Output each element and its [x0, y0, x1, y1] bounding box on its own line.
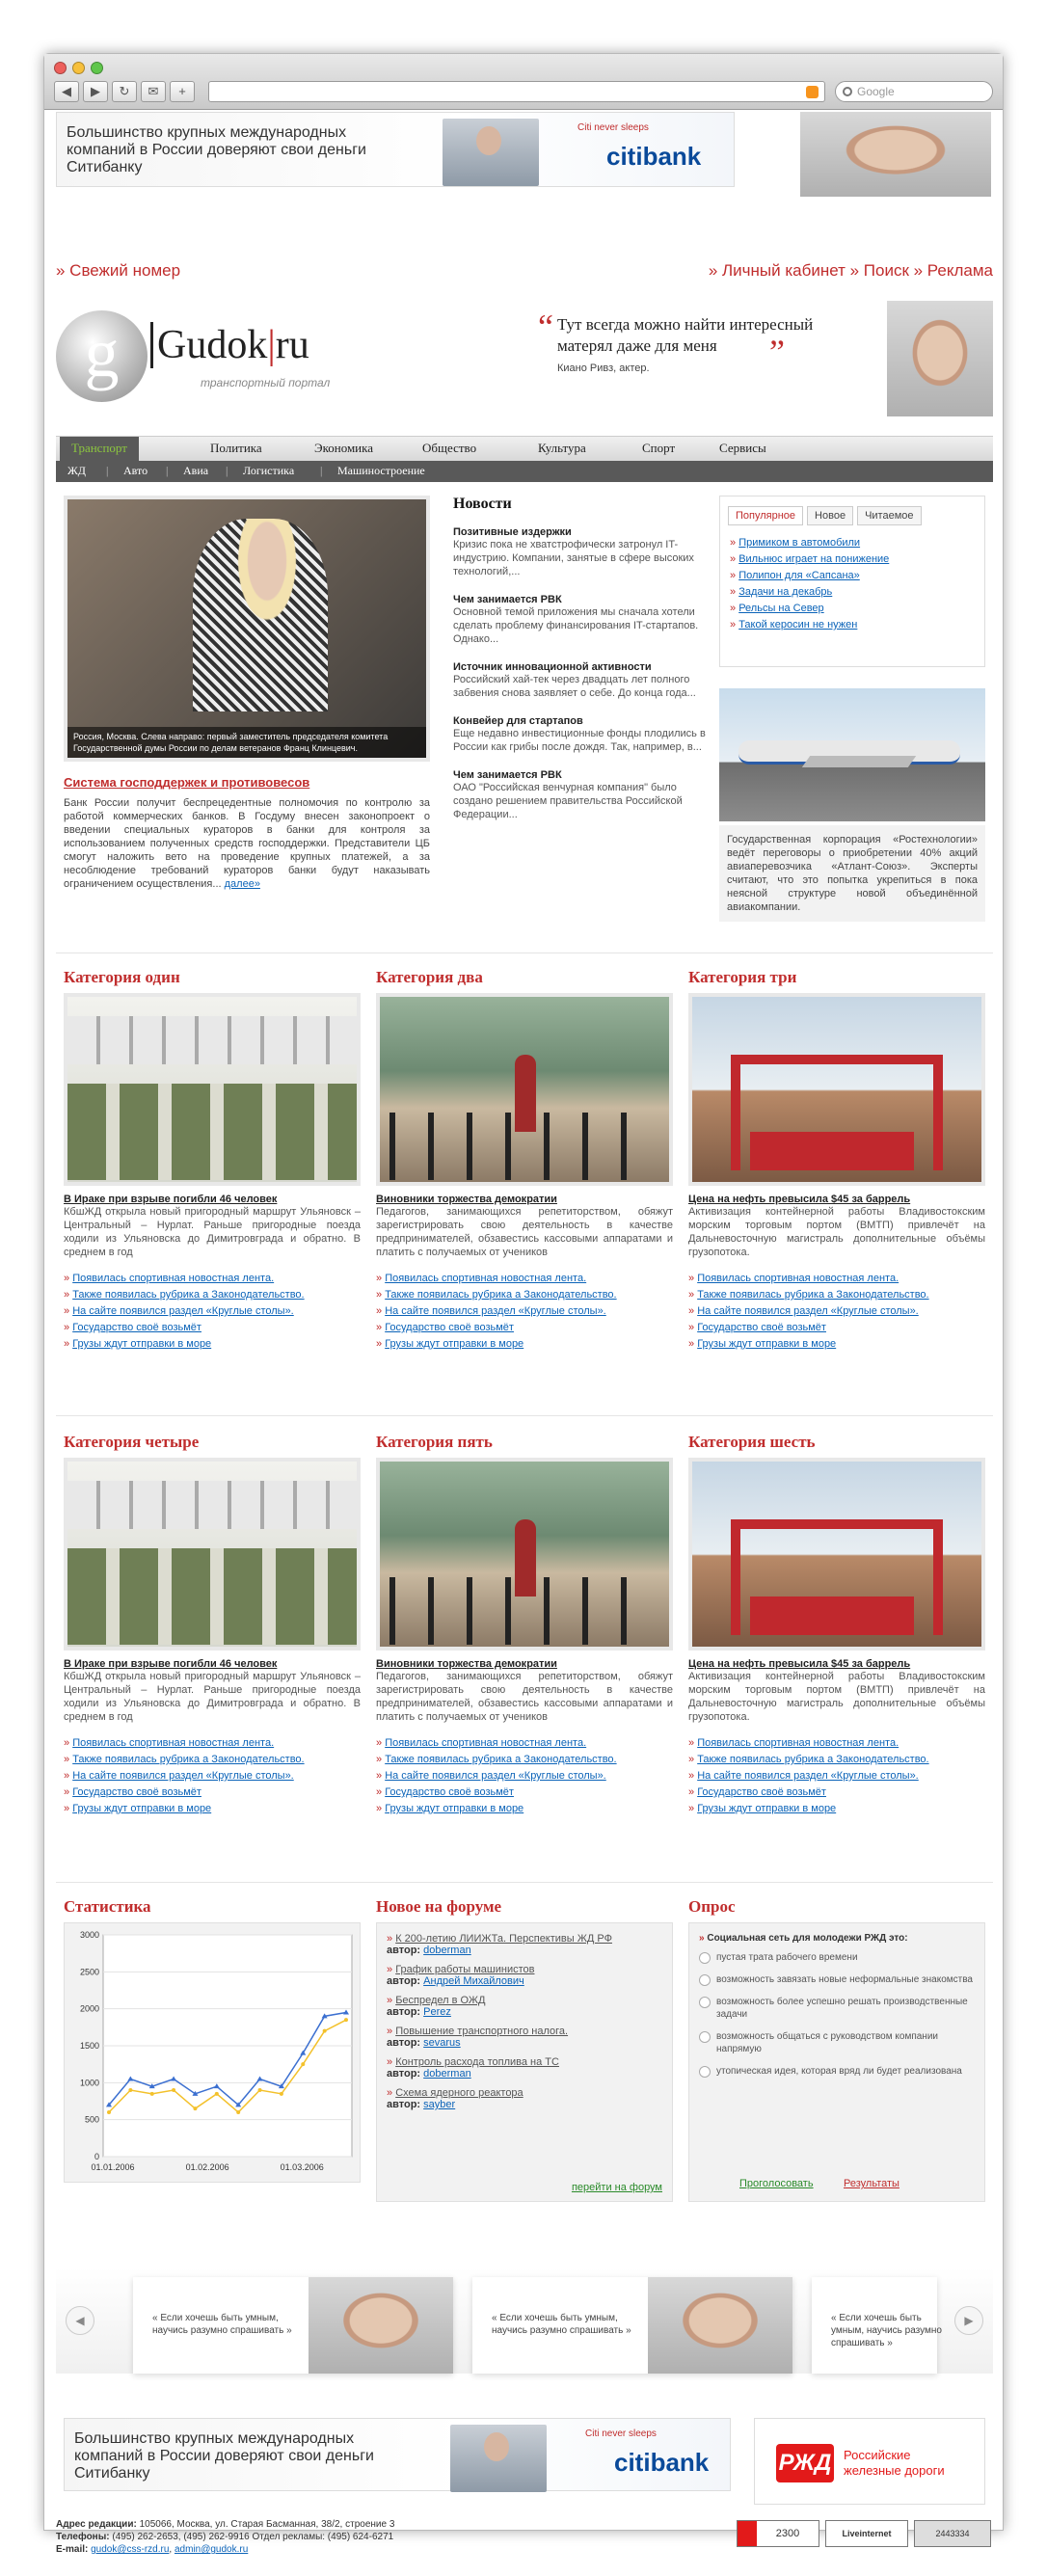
forum-topic-link[interactable]: К 200-летию ЛИИЖТа. Перспективы ЖД РФ [395, 1933, 612, 1945]
forum-item: » График работы машинистов автор: Андрей Михайлович [387, 1964, 535, 1987]
tab-popular[interactable]: Популярное [728, 506, 803, 525]
x-tick-label: 01.01.2006 [91, 2162, 135, 2172]
news-item[interactable]: Источник инновационной активности Российский хай-тек через двадцать лет полного забвения снова заявляет о себе. До конца года... [453, 661, 696, 699]
forum-author-link[interactable]: doberman [423, 1945, 471, 1956]
forum-item: » Контроль расхода топлива на ТС автор: doberman [387, 2056, 559, 2080]
category-block: Категория три Цена на нефть превысила $45 за баррель Активизация контейнерной работы Владивостокским морским торговым портом (ВМТП) привлечёт на Дальневосточную магистраль дополнительные объёмы грузопотока. » Появилась спортивная новостная лента. » Также появилась рубрика а Законодательство. » На сайте появился раздел «Круглые столы». » Государство своё возьмёт » Грузы ждут отправки в море [688, 968, 985, 1355]
stats-counter-badge[interactable]: 2443334 [914, 2520, 991, 2547]
tab-society[interactable]: Общество [422, 441, 477, 455]
category-link[interactable]: Грузы ждут отправки в море [72, 1338, 212, 1350]
category-link[interactable]: Появилась спортивная новостная лента. [697, 1273, 899, 1284]
data-point [215, 2092, 219, 2096]
popular-box [719, 496, 985, 667]
category-link[interactable]: На сайте появился раздел «Круглые столы». [697, 1305, 919, 1317]
forum-topic-link[interactable]: Контроль расхода топлива на ТС [395, 2056, 559, 2068]
poll-option[interactable]: утопическая идея, которая вряд ли будет реализована [699, 2065, 975, 2078]
category-link[interactable]: Появилась спортивная новостная лента. [697, 1737, 899, 1749]
x-tick-label: 01.02.2006 [185, 2162, 229, 2172]
forward-button[interactable]: ▶ [83, 81, 108, 102]
news-heading: Новости [453, 496, 512, 512]
category-photo[interactable] [376, 1458, 673, 1650]
category-link[interactable]: Государство своё возьмёт [72, 1786, 201, 1798]
category-link[interactable]: Также появилась рубрика а Законодательство. [697, 1754, 929, 1765]
forum-author-link[interactable]: sevarus [423, 2037, 461, 2049]
category-link[interactable]: Появилась спортивная новостная лента. [72, 1273, 275, 1284]
read-more-link[interactable]: далее» [224, 878, 260, 890]
category-link[interactable]: На сайте появился раздел «Круглые столы». [385, 1770, 606, 1782]
category-link[interactable]: На сайте появился раздел «Круглые столы». [72, 1305, 294, 1317]
data-point [128, 2088, 132, 2092]
popular-link[interactable]: Такой керосин не нужен [738, 619, 858, 631]
liveinternet-badge[interactable]: Liveinternet [825, 2520, 908, 2547]
hero-photo[interactable]: Россия, Москва. Слева направо: первый заместитель председателя комитета Государственной думы России по делам ветеранов Франц Клинцевич. [64, 496, 430, 762]
news-item[interactable]: Конвейер для стартапов Еще недавно инвестиционные фонды плодились в России как грибы после дождя. Так, например, в... [453, 715, 706, 753]
category-title-link[interactable]: Виновники торжества демократии [376, 1194, 557, 1205]
ad-photo [443, 119, 539, 186]
popular-link[interactable]: Рельсы на Север [738, 603, 824, 614]
category-title-link[interactable]: Виновники торжества демократии [376, 1658, 557, 1670]
hero-title-link[interactable]: Система господдержек и противовесов [64, 775, 310, 790]
category-link[interactable]: Государство своё возьмёт [385, 1322, 514, 1333]
reload-icon[interactable]: ↻ [112, 81, 137, 102]
category-title-link[interactable]: Цена на нефть превысила $45 за баррель [688, 1658, 911, 1670]
bottom-ad-banner[interactable]: Большинство крупных международных компаний в России доверяют свои деньги Ситибанку Citi never sleeps citibank [64, 2418, 731, 2491]
statistics-chart [65, 1923, 362, 2184]
close-window-button[interactable] [54, 62, 67, 74]
forum-author-link[interactable]: Андрей Михайлович [423, 1975, 524, 1987]
category-heading[interactable]: Категория три [688, 968, 797, 986]
y-tick-label: 2000 [79, 2003, 99, 2014]
data-point [280, 2092, 283, 2096]
category-title-link[interactable]: В Ираке при взрыве погибли 46 человек [64, 1194, 278, 1205]
category-link[interactable]: Грузы ждут отправки в море [697, 1338, 837, 1350]
tab-politics[interactable]: Политика [210, 441, 262, 455]
footer: Адрес редакции: 105066, Москва, ул. Старая Басманная, 38/2, строение 3 Телефоны: (495) 262-2653, (495) 262-9916 Отдел рекламы: (495) 624-6271 E-mail: gudok@css-rzd.ru, admin@gudok.ru [56, 2519, 395, 2555]
vote-button[interactable]: Проголосовать [739, 2178, 814, 2189]
y-tick-label: 2500 [79, 1967, 99, 1977]
logo-g-icon: g [56, 310, 148, 402]
tab-services[interactable]: Сервисы [719, 441, 766, 455]
email-link-1[interactable]: gudok@css-rzd.ru [91, 2544, 170, 2555]
category-link[interactable]: Грузы ждут отправки в море [697, 1803, 837, 1814]
data-point [150, 2092, 154, 2096]
poll-option[interactable]: возможность завязать новые неформальные знакомства [699, 1973, 975, 1986]
quote-close-icon: ” [769, 333, 785, 371]
go-to-forum-link[interactable]: перейти на форум [571, 2182, 662, 2193]
minimize-window-button[interactable] [72, 62, 85, 74]
subnav-rail[interactable]: ЖД [67, 464, 86, 477]
popular-link[interactable]: Примиком в автомобили [738, 537, 861, 549]
data-point [172, 2088, 175, 2092]
forum-topic-link[interactable]: Беспредел в ОЖД [395, 1995, 486, 2006]
category-link[interactable]: Также появилась рубрика а Законодательство. [72, 1289, 305, 1301]
data-point [323, 2029, 327, 2033]
forum-item: » Схема ядерного реактора автор: sayber [387, 2087, 524, 2110]
category-link[interactable]: Государство своё возьмёт [697, 1322, 826, 1333]
forum-topic-link[interactable]: Схема ядерного реактора [395, 2087, 524, 2099]
fresh-issue-link[interactable]: » Свежий номер [56, 261, 181, 280]
carousel-next-icon[interactable]: ▶ [954, 2306, 983, 2335]
carousel-card[interactable]: « Если хочешь быть умным, научись разумно спрашивать » [472, 2277, 792, 2374]
tab-economy[interactable]: Экономика [314, 441, 374, 455]
category-block: Категория один В Ираке при взрыве погибли 46 человек КбшЖД открыла новый пригородный маршрут Ульяновск – Центральный – Нурлат. Раньше пригородные поезда ходили из Ульяновска до Димитровграда и обратно. В среднем в год » Появилась спортивная новостная лента. » Также появилась рубрика а Законодательство. » На сайте появился раздел «Круглые столы». » Государство своё возьмёт » Грузы ждут отправки в море [64, 968, 361, 1355]
category-link[interactable]: На сайте появился раздел «Круглые столы». [72, 1770, 294, 1782]
category-heading[interactable]: Категория шесть [688, 1433, 816, 1451]
category-block: Категория четыре В Ираке при взрыве погибли 46 человек КбшЖД открыла новый пригородный маршрут Ульяновск – Центральный – Нурлат. Раньше пригородные поезда ходили из Ульяновска до Димитровграда и обратно. В среднем в год » Появилась спортивная новостная лента. » Также появилась рубрика а Законодательство. » На сайте появился раздел «Круглые столы». » Государство своё возьмёт » Грузы ждут отправки в море [64, 1433, 361, 1819]
tab-sport[interactable]: Спорт [642, 441, 676, 455]
popular-link[interactable]: Вильнюс играет на понижение [738, 553, 890, 565]
category-link[interactable]: Появилась спортивная новостная лента. [385, 1273, 587, 1284]
y-tick-label: 1000 [79, 2078, 99, 2088]
quotes-carousel [56, 2267, 993, 2374]
rzd-banner[interactable]: РЖД Российские железные дороги [754, 2418, 985, 2505]
poll-option[interactable]: возможность общаться с руководством компании напрямую [699, 2030, 975, 2055]
address-bar[interactable] [208, 81, 825, 102]
category-photo[interactable] [688, 1458, 985, 1650]
category-heading[interactable]: Категория два [376, 968, 483, 986]
carousel-card[interactable]: « Если хочешь быть умным, научись разумно спрашивать » [812, 2277, 937, 2374]
category-link[interactable]: Также появилась рубрика а Законодательство. [72, 1754, 305, 1765]
category-link[interactable]: На сайте появился раздел «Круглые столы». [697, 1770, 919, 1782]
subnav-logistics[interactable]: Логистика [243, 464, 295, 477]
tab-new[interactable]: Новое [807, 506, 853, 525]
keanu-photo [887, 301, 993, 416]
category-link[interactable]: Грузы ждут отправки в море [385, 1338, 524, 1350]
header-quote: “ Тут всегда можно найти интересный матерял даже для меня ” Киано Ривз, актер. [538, 308, 814, 374]
y-tick-label: 500 [84, 2114, 99, 2125]
quote-open-icon: “ [538, 308, 553, 346]
popular-link[interactable]: Задачи на декабрь [738, 586, 833, 598]
forum-item: » К 200-летию ЛИИЖТа. Перспективы ЖД РФ автор: doberman [387, 1933, 612, 1956]
poll-block: Опрос » Социальная сеть для молодежи РЖД это: пустая трата рабочего времени возможность завязать новые неформальные знакомства возможность более успешно решать производственные задачи возможность общаться с руководством компании напрямую утопическая идея, которая вряд ли будет реализована Проголосовать Результаты [688, 1897, 985, 2202]
bookmark-icon[interactable]: ✉ [141, 81, 166, 102]
data-point [258, 2088, 262, 2092]
subnav-auto[interactable]: Авто [123, 464, 148, 477]
top-ad-banner[interactable]: Большинство крупных международных компаний в России доверяют свои деньги Ситибанку Citi never sleeps citibank [56, 112, 735, 187]
forum-author-link[interactable]: doberman [423, 2068, 471, 2080]
tab-read[interactable]: Читаемое [857, 506, 921, 525]
search-input[interactable]: Google [835, 81, 993, 102]
news-item[interactable]: Чем занимается РВК Основной темой приложения мы сначала хотели сделать проблему финансирования IT-стартапов. Однако... [453, 594, 699, 645]
forum-item: » Беспредел в ОЖД автор: Perez [387, 1995, 486, 2018]
category-link[interactable]: Грузы ждут отправки в море [72, 1803, 212, 1814]
category-link[interactable]: Государство своё возьмёт [385, 1786, 514, 1798]
forum-author-link[interactable]: sayber [423, 2099, 456, 2110]
citibank-logo: citibank [614, 2448, 710, 2477]
category-photo[interactable] [64, 1458, 361, 1650]
category-link[interactable]: Появилась спортивная новостная лента. [72, 1737, 275, 1749]
category-block: Категория пять Виновники торжества демократии Педагогов, занимающихся репетиторством, обяжут зарегистрировать свою деятельность в качестве предпринимателей, обзавестись кассовыми аппаратами и платить с получаемых от учеников » Появилась спортивная новостная лента. » Также появилась рубрика а Законодательство. » На сайте появился раздел «Круглые столы». » Государство своё возьмёт » Грузы ждут отправки в море [376, 1433, 673, 1819]
poll-option[interactable]: возможность более успешно решать производственные задачи [699, 1996, 975, 2021]
results-link[interactable]: Результаты [844, 2178, 899, 2189]
site-logo[interactable]: g Gudok|ru транспортный портал [56, 301, 374, 416]
category-heading[interactable]: Категория один [64, 968, 180, 986]
rzd-logo-icon: РЖД [776, 2444, 834, 2482]
category-link[interactable]: Государство своё возьмёт [697, 1786, 826, 1798]
popular-link[interactable]: Полипон для «Сапсана» [738, 570, 860, 581]
news-item[interactable]: Позитивные издержки Кризис пока не хватстрофически затронул IT-индустрию. Компании, занятые в сфере высоких технологий,... [453, 526, 694, 577]
sub-nav: ЖД | Авто | Авиа | Логистика | Машиностроение [56, 461, 993, 482]
forum-topic-link[interactable]: Повышение транспортного налога. [395, 2026, 569, 2037]
search-icon [843, 87, 852, 96]
portrait-photo [648, 2277, 792, 2374]
category-photo[interactable] [64, 993, 361, 1186]
tab-culture[interactable]: Культура [538, 441, 586, 455]
zoom-window-button[interactable] [91, 62, 103, 74]
x-tick-label: 01.03.2006 [280, 2162, 324, 2172]
category-link[interactable]: На сайте появился раздел «Круглые столы». [385, 1305, 606, 1317]
citibank-logo: citibank [606, 142, 702, 171]
y-tick-label: 0 [94, 2152, 99, 2161]
category-photo[interactable] [376, 993, 673, 1186]
category-title-link[interactable]: Цена на нефть превысила $45 за баррель [688, 1194, 911, 1205]
category-block: Категория шесть Цена на нефть превысила $45 за баррель Активизация контейнерной работы Владивостокским морским торговым портом (ВМТП) привлечёт на Дальневосточную магистраль дополнительные объёмы грузопотока. » Появилась спортивная новостная лента. » Также появилась рубрика а Законодательство. » На сайте появился раздел «Круглые столы». » Государство своё возьмёт » Грузы ждут отправки в море [688, 1433, 985, 1819]
forum-block: Новое на форуме » К 200-летию ЛИИЖТа. Перспективы ЖД РФ автор: doberman » График работы машинистов автор: Андрей Михайлович » Беспредел в ОЖД автор: Perez » Повышение транспортного налога. автор: sevarus » Контроль расхода топлива на ТС автор: doberman » Схема ядерного реактора автор: sayber перейти на форум [376, 1897, 673, 2202]
plane-photo[interactable] [719, 688, 985, 821]
news-item[interactable]: Чем занимается РВК ОАО "Российская венчурная компания" было создано решением правительства Российской Федерации... [453, 769, 683, 820]
data-point [193, 2106, 197, 2110]
ad-photo [450, 2425, 547, 2492]
category-link[interactable]: Государство своё возьмёт [72, 1322, 201, 1333]
forum-topic-link[interactable]: График работы машинистов [395, 1964, 535, 1975]
category-link[interactable]: Также появилась рубрика а Законодательство. [385, 1289, 617, 1301]
poll-option[interactable]: пустая трата рабочего времени [699, 1951, 975, 1964]
carousel-card[interactable]: « Если хочешь быть умным, научись разумно спрашивать » [133, 2277, 453, 2374]
data-point [236, 2110, 240, 2114]
data-point [344, 2018, 348, 2022]
category-link[interactable]: Грузы ждут отправки в море [385, 1803, 524, 1814]
category-heading[interactable]: Категория пять [376, 1433, 493, 1451]
category-title-link[interactable]: В Ираке при взрыве погибли 46 человек [64, 1658, 278, 1670]
user-links[interactable]: » Личный кабинет » Поиск » Реклама [708, 261, 993, 280]
rss-icon[interactable] [806, 86, 819, 98]
category-block: Категория два Виновники торжества демократии Педагогов, занимающихся репетиторством, обяжут зарегистрировать свою деятельность в качестве предпринимателей, обзавестись кассовыми аппаратами и платить с получаемых от учеников » Появилась спортивная новостная лента. » Также появилась рубрика а Законодательство. » На сайте появился раздел «Круглые столы». » Государство своё возьмёт » Грузы ждут отправки в море [376, 968, 673, 1355]
ad-woman-photo [800, 112, 991, 197]
main-nav [56, 436, 993, 461]
counter-badge[interactable]: 2300 [737, 2520, 819, 2547]
add-tab-icon[interactable]: + [170, 81, 195, 102]
data-point [107, 2110, 111, 2114]
category-link[interactable]: Также появилась рубрика а Законодательство. [385, 1754, 617, 1765]
y-tick-label: 1500 [79, 2041, 99, 2051]
forum-author-link[interactable]: Perez [423, 2006, 451, 2018]
news-list [453, 496, 708, 837]
portrait-photo [309, 2277, 453, 2374]
email-link-2[interactable]: admin@gudok.ru [174, 2544, 249, 2555]
forum-item: » Повышение транспортного налога. автор: sevarus [387, 2026, 569, 2049]
category-link[interactable]: Появилась спортивная новостная лента. [385, 1737, 587, 1749]
subnav-avia[interactable]: Авиа [183, 464, 209, 477]
category-heading[interactable]: Категория четыре [64, 1433, 200, 1451]
back-button[interactable]: ◀ [54, 81, 79, 102]
statistics-block: Статистика 0 500 1000 1500 2000 2500 3000 01.01.2006 01.02.2006 01.03.2006 [64, 1897, 361, 2183]
y-tick-label: 3000 [79, 1930, 99, 1940]
carousel-prev-icon[interactable]: ◀ [66, 2306, 94, 2335]
browser-window: ◀ ▶ ↻ ✉ + Google Большинство крупных международных компаний в России доверяют свои деньги Ситибанку Citi never sleeps citibank » Свежий номер » Личный кабинет » Поиск » Реклама g Gudok|ru транспортный портал “ Тут всегда можно найти интересный матерял даже для меня ” Киано Ривз, актер. Транспорт Политика Экономика Общество Культура Спорт Сервисы ЖД | Авто | Авиа | Логистика | Машиностроение Россия, Москва. Слева направо: первый заместитель председателя комитета Государственной думы России по делам ветеранов Франц Клинцевич. Система господдержек и противовесов Банк России получит беспрецедентные полномочия по контролю за работой коммерческих банков. В Госдуму внесен законопроект о введении специальных кураторов в банки для контроля за использованием полученных средств господдержки. Представители ЦБ смогут наложить вето на проведение крупных платежей, а за несоблюдение требований кураторов банки будут наказывать ограничением осуществления... далее» Новости Позитивные издержки Кризис пока не хватстрофически затронул IT-индустрию. Компании, занятые в сфере высоких технологий,... Чем занимается РВК Основной темой приложения мы сначала хотели сделать проблему финансирования IT-стартапов. Однако... Источник инновационной активности Российский хай-тек через двадцать лет полного забвения снова заявляет о себе. До конца года... Конвейер для стартапов Еще недавно инвестиционные фонды плодились в России как грибы после дождя. Так, например, в... Чем занимается РВК ОАО "Российская венчурная компания" было создано решением правительства Российской Федерации... Популярное Новое Читаемое » Примиком в автомобили » Вильнюс играет на понижение » Полипон для «Сапсана» » Задачи на декабрь » Рельсы на Север » Такой керосин не нужен Государственная корпорация «Ростехнологии» ведёт переговоры о приобретении 40% акций авиаперевозчика «Атлант-Союз». Эксперты считают, что это попытка укрепиться в пока неясной структуре новой объединённой авиакомпании. Категория один В Ираке при взрыве погибли 46 человек КбшЖД открыла новый пригородный маршрут Ульяновск – Центральный – Нурлат. Раньше пригородные поезда ходили из Ульяновска до Димитровграда и обратно. В среднем в год » Появилась спортивная новостная лента. » Также появилась рубрика а Законодательство. » На сайте появился раздел «Круглые столы». » Государство своё возьмёт » Грузы ждут отправки в море Категория два Виновники торжества демократии Педагогов, занимающихся репетиторством, обяжут зарегистрировать свою деятельность в качестве предпринимателей, обзавестись кассовыми аппаратами и платить с получаемых от учеников » Появилась спортивная новостная лента. » Также появилась рубрика а Законодательство. » На сайте появился раздел «Круглые столы». » Государство своё возьмёт » Грузы ждут отправки в море Категория три Цена на нефть превысила $45 за баррель Активизация контейнерной работы Владивостокским морским торговым портом (ВМТП) привлечёт на Дальневосточную магистраль дополнительные объёмы грузопотока. » Появилась спортивная новостная лента. » Также появилась рубрика а Законодательство. » На сайте появился раздел «Круглые столы». » Государство своё возьмёт » Грузы ждут отправки в море Категория четыре В Ираке при взрыве погибли 46 человек КбшЖД открыла новый пригородный маршрут Ульяновск – Центральный – Нурлат. Раньше пригородные поезда ходили из Ульяновска до Димитровграда и обратно. В среднем в год » Появилась спортивная новостная лента. » Также появилась рубрика а Законодательство. » На сайте появился раздел «Круглые столы». » Государство своё возьмёт » Грузы ждут отправки в море Категория пять Виновники торжества демократии Педагогов, занимающихся репетиторством, обяжут зарегистрировать свою деятельность в качестве предпринимателей, обзавестись кассовыми аппаратами и платить с получаемых от учеников » Появилась спортивная новостная лента. » Также появилась рубрика а Законодательство. » На сайте появился раздел «Круглые столы». » Государство своё возьмёт » Грузы ждут отправки в море Категория шесть Цена на нефть превысила $45 за баррель Активизация контейнерной работы Владивостокским морским торговым портом (ВМТП) привлечёт на Дальневосточную магистраль дополнительные объёмы грузопотока. » Появилась спортивная новостная лента. » Также появилась рубрика а Законодательство. » На сайте появился раздел «Круглые столы». » Государство своё возьмёт » Грузы ждут отправки в море Статистика 0 500 1000 1500 2000 2500 3000 01.01.2006 01.02.2006 01.03.2006 Новое на форуме » К 200-летию ЛИИЖТа. Перспективы ЖД РФ автор: doberman » График работы машинистов автор: Андрей Михайлович » Беспредел в ОЖД автор: Perez » Повышение транспортного налога. автор: sevarus » Контроль расхода топлива на ТС автор: doberman » Схема ядерного реактора автор: sayber перейти на форум Опрос » Социальная сеть для молодежи РЖД это: пустая трата рабочего времени возможность завязать новые неформальные знакомства возможность более успешно решать производственные задачи возможность общаться с руководством компании напрямую утопическая идея, которая вряд ли будет реализована Проголосовать Результаты ◀ « Если хочешь быть умным, научись разумно спрашивать » « Если хочешь быть умным, научись разумно спрашивать » « Если хочешь быть умным, научись разумно спрашивать » ▶ Большинство крупных международных компаний в России доверяют свои деньги Ситибанку Citi never sleeps citibank РЖД Российские железные дороги Адрес редакции: 105066, Москва, ул. Старая Басманная, 38/2, строение 3 Телефоны: (495) 262-2653, (495) 262-9916 Отдел рекламы: (495) 624-6271 E-mail: gudok@css-rzd.ru, admin@gudok.ru 2300 Liveinternet 2443334 [43, 53, 1004, 2531]
browser-toolbar [44, 54, 1003, 110]
data-point [301, 2062, 305, 2066]
category-photo[interactable] [688, 993, 985, 1186]
subnav-engineering[interactable]: Машиностроение [337, 464, 425, 477]
category-link[interactable]: Также появилась рубрика а Законодательство. [697, 1289, 929, 1301]
tab-transport[interactable]: Транспорт [60, 437, 139, 462]
